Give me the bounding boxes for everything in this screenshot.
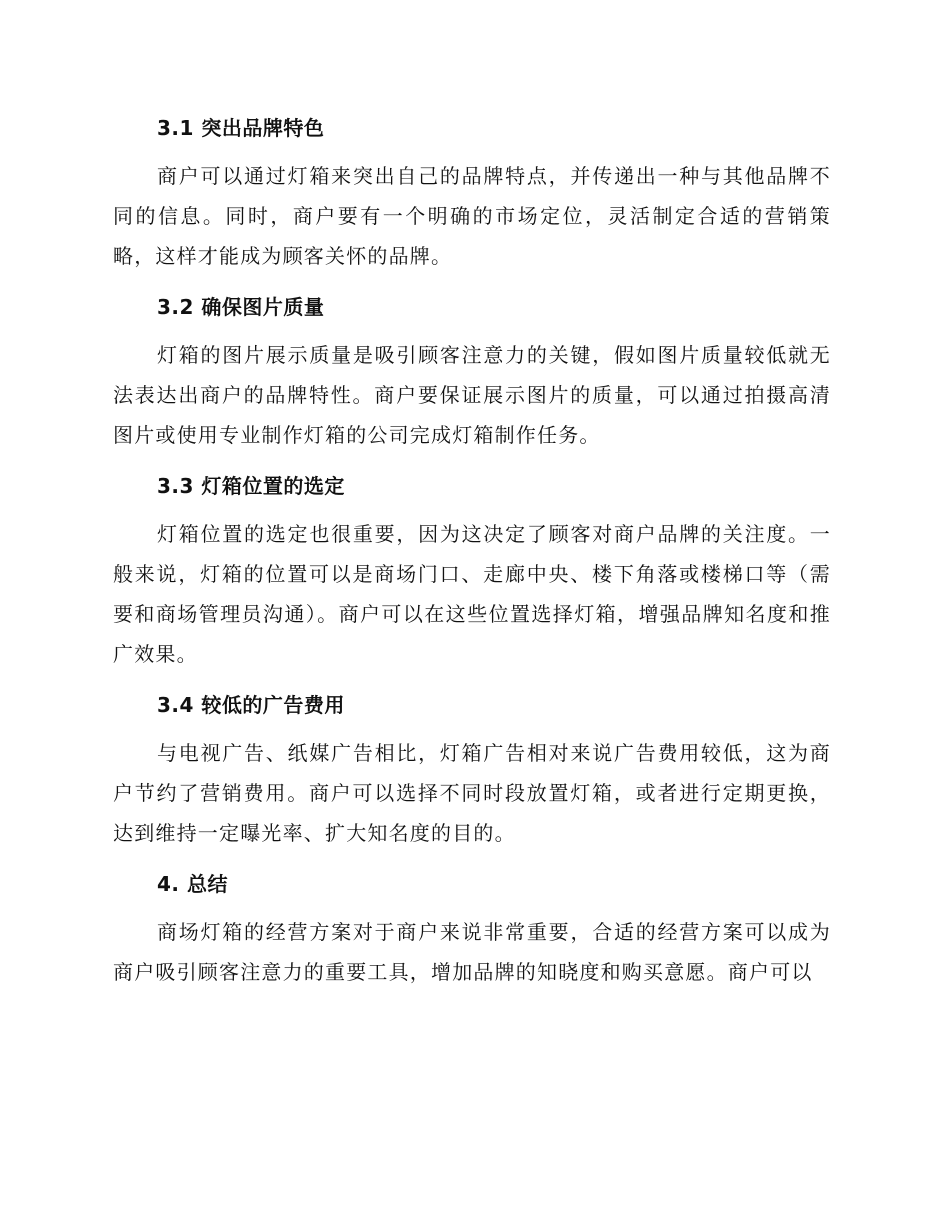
section-heading-3-1: 3.1 突出品牌特色	[157, 116, 325, 140]
section-heading-3-2: 3.2 确保图片质量	[157, 295, 325, 319]
section-paragraph-3-1: 商户可以通过灯箱来突出自己的品牌特点，并传递出一种与其他品牌不同的信息。同时，商户要有一个明确的市场定位，灵活制定合适的营销策略，这样才能成为顾客关怀的品牌。	[113, 164, 831, 268]
section-paragraph-4: 商场灯箱的经营方案对于商户来说非常重要，合适的经营方案可以成为商户吸引顾客注意力的重要工具，增加品牌的知晓度和购买意愿。商户可以	[113, 920, 831, 984]
section-paragraph-3-3: 灯箱位置的选定也很重要，因为这决定了顾客对商户品牌的关注度。一般来说，灯箱的位置可以是商场门口、走廊中央、楼下角落或楼梯口等（需要和商场管理员沟通）。商户可以在这些位置选择灯箱，增强品牌知名度和推广效果。	[113, 522, 831, 666]
section-heading-3-4: 3.4 较低的广告费用	[157, 693, 345, 717]
section-paragraph-3-2: 灯箱的图片展示质量是吸引顾客注意力的关键，假如图片质量较低就无法表达出商户的品牌特性。商户要保证展示图片的质量，可以通过拍摄高清图片或使用专业制作灯箱的公司完成灯箱制作任务。	[113, 343, 831, 447]
section-paragraph-3-4: 与电视广告、纸媒广告相比，灯箱广告相对来说广告费用较低，这为商户节约了营销费用。商户可以选择不同时段放置灯箱，或者进行定期更换，达到维持一定曝光率、扩大知名度的目的。	[113, 741, 831, 845]
section-heading-4: 4. 总结	[157, 872, 228, 896]
section-heading-3-3: 3.3 灯箱位置的选定	[157, 474, 345, 498]
document-body	[113, 108, 831, 1003]
